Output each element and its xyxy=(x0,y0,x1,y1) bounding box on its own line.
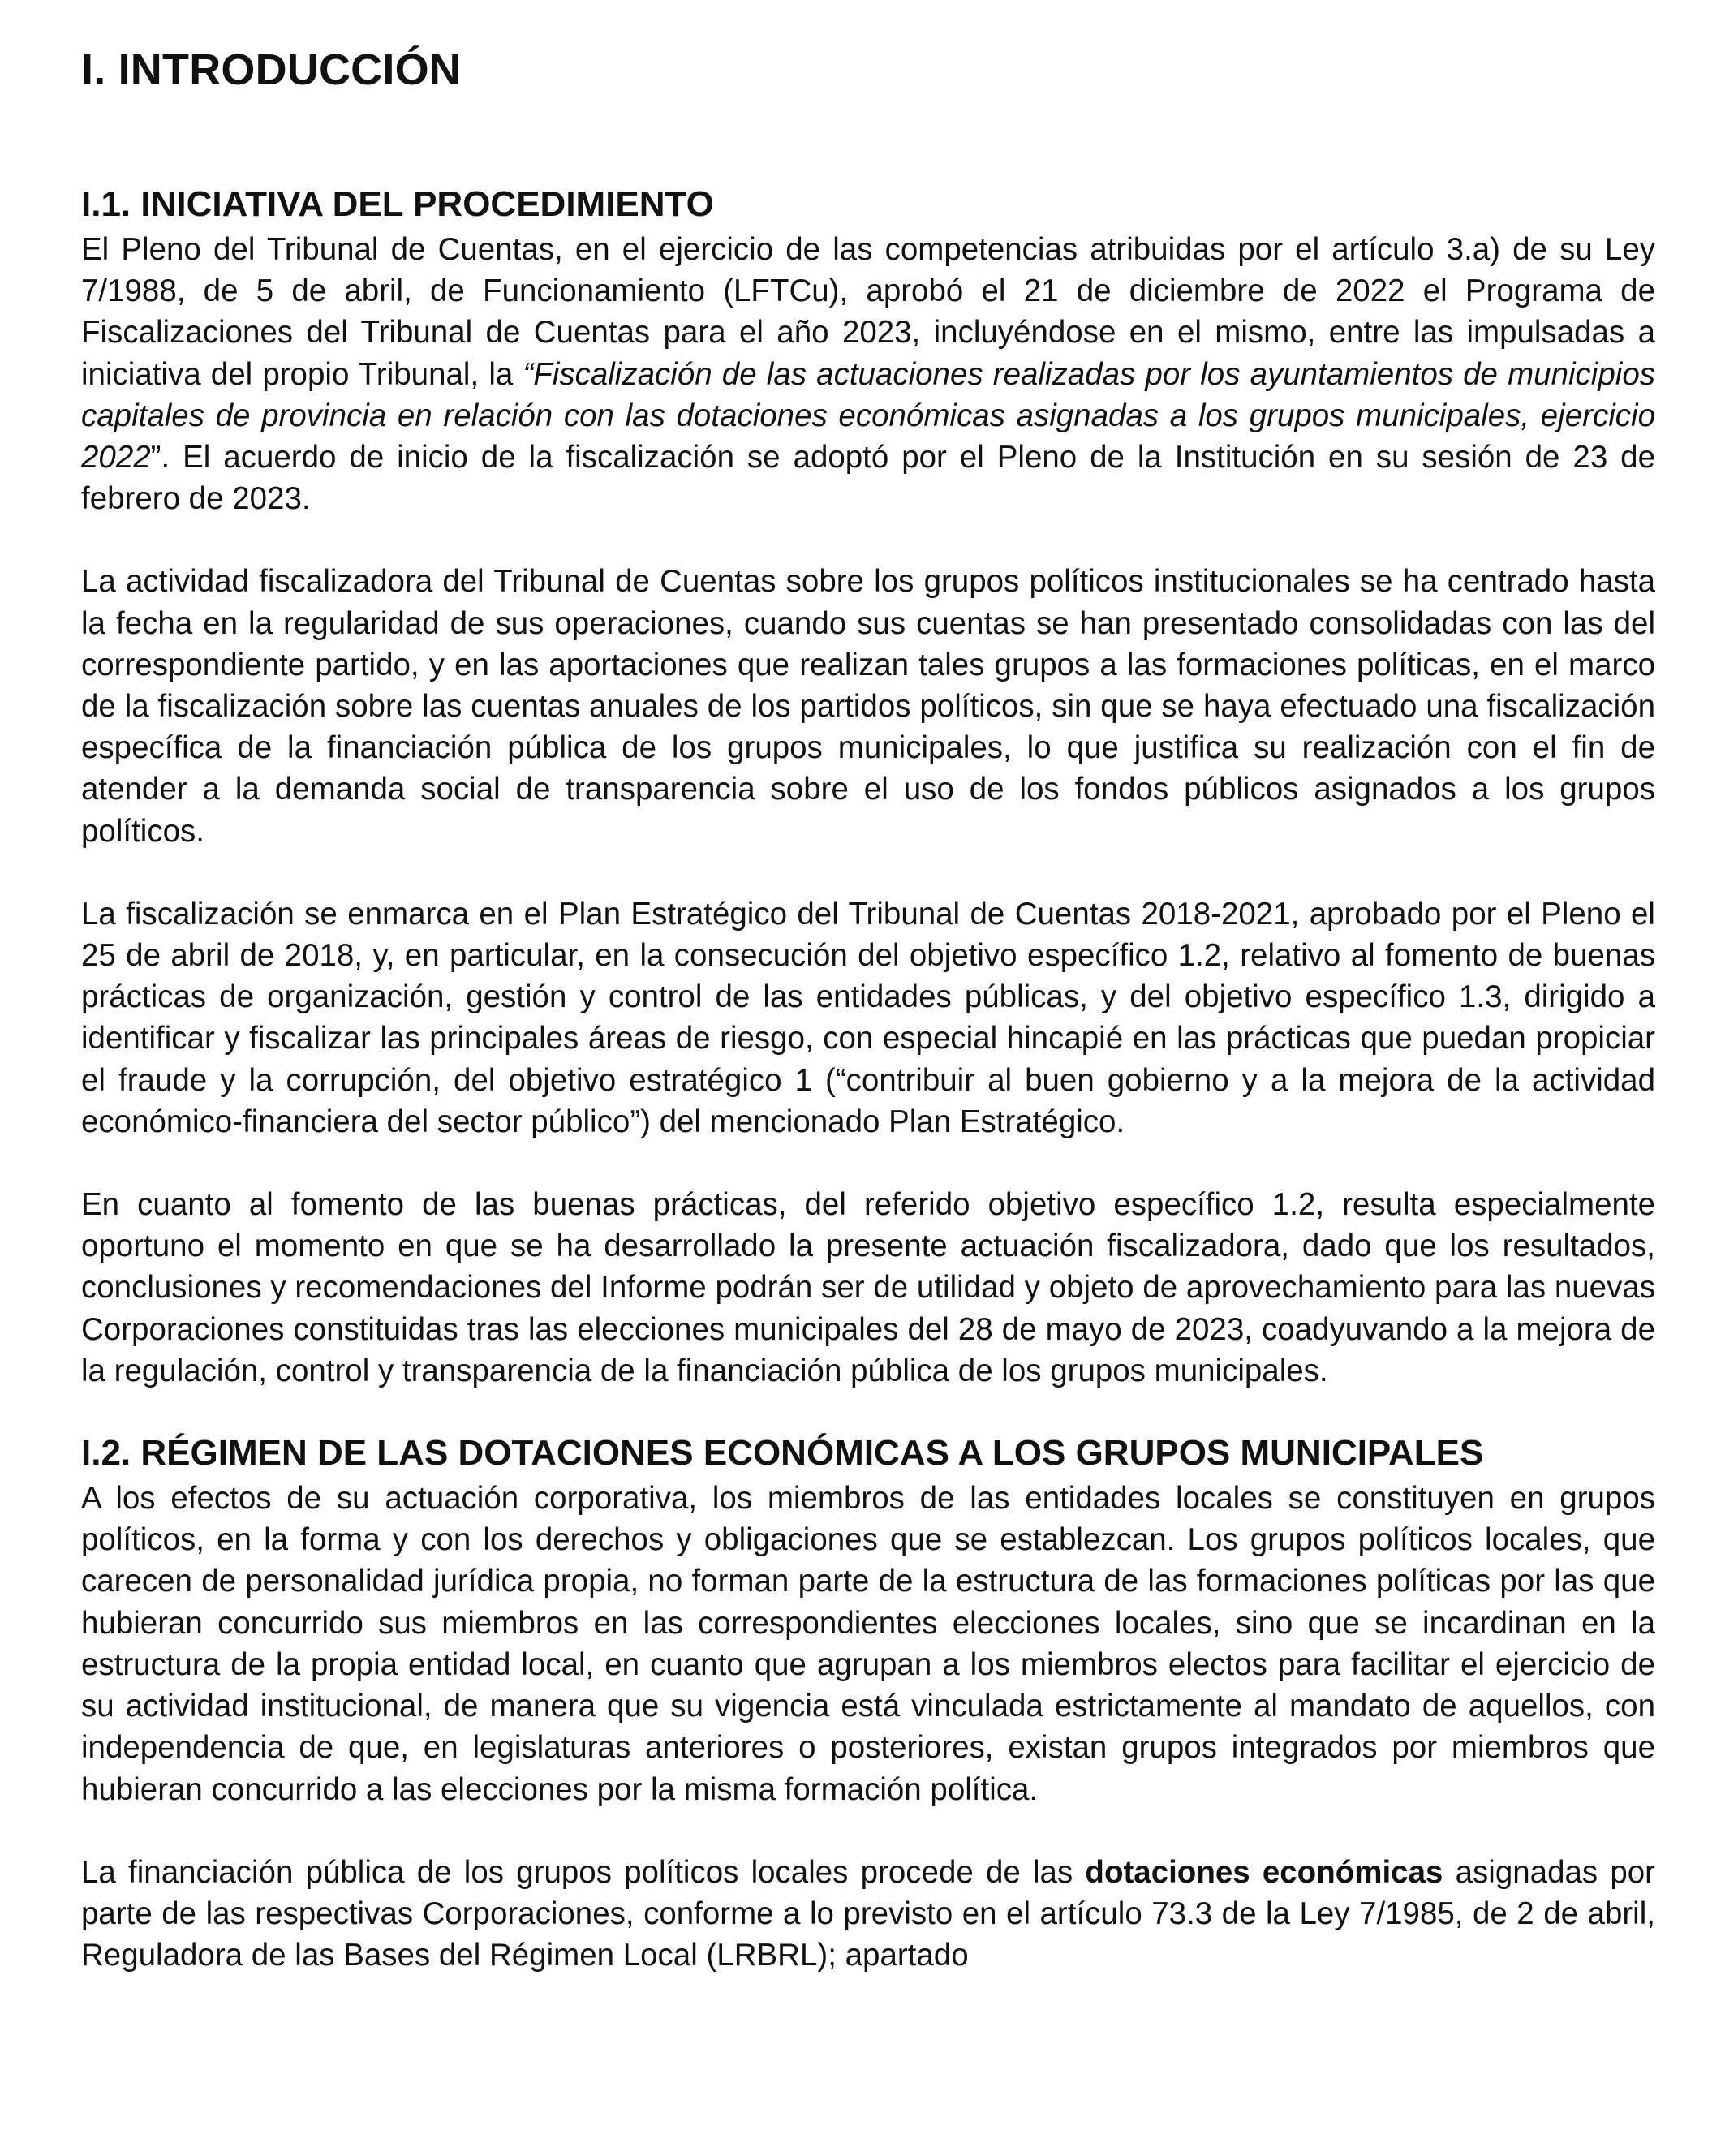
bold-term: dotaciones económicas xyxy=(1085,1854,1443,1890)
paragraph-text: asignadas por parte de las respectivas Corporaciones, conforme a lo previsto en el artículo 73.3 de la Ley 7/1985, de 2 de abril, Reguladora de las Bases del Régimen Local (LRBRL); apartado xyxy=(81,1854,1655,1973)
paragraph-iniciativa-1 xyxy=(81,229,1655,519)
paragraph-iniciativa-4: En cuanto al fomento de las buenas prácticas, del referido objetivo específico 1.2, resulta especialmente oportuno el momento en que se ha desarrollado la presente actuación fiscalizadora, dado que los resultados, conclusiones y recomendaciones del Informe podrán ser de utilidad y objeto de aprovechamiento para las nuevas Corporaciones constituidas tras las elecciones municipales del 28 de mayo de 2023, coadyuvando a la mejora de la regulación, control y transparencia de la financiación pública de los grupos municipales. xyxy=(81,1187,1655,1388)
subsection-title-regimen: I.2. RÉGIMEN DE LAS DOTACIONES ECONÓMICAS A LOS GRUPOS MUNICIPALES xyxy=(81,1433,1484,1474)
paragraph-regimen-1: A los efectos de su actuación corporativa, los miembros de las entidades locales se constituyen en grupos políticos, en la forma y con los derechos y obligaciones que se establezcan. Los grupos políticos locales, que carecen de personalidad jurídica propia, no forman parte de la estructura de las formaciones políticas por las que hubieran concurrido sus miembros en las correspondientes elecciones locales, sino que se incardinan en la estructura de la propia entidad local, en cuanto que agrupan a los miembros electos para facilitar el ejercicio de su actividad institucional, de manera que su vigencia está vinculada estrictamente al mandato de aquellos, con independencia de que, en legislaturas anteriores o posteriores, existan grupos integrados por miembros que hubieran concurrido a las elecciones por la misma formación política. xyxy=(81,1481,1655,1807)
document-page xyxy=(81,42,1655,1976)
section-title: I. INTRODUCCIÓN xyxy=(81,45,461,94)
paragraph-text: La financiación pública de los grupos políticos locales procede de las xyxy=(81,1854,1086,1890)
paragraph-iniciativa-2: La actividad fiscalizadora del Tribunal de Cuentas sobre los grupos políticos institucionales se ha centrado hasta la fecha en la regularidad de sus operaciones, cuando sus cuentas se han presentado consolidadas con las del correspondiente partido, y en las aportaciones que realizan tales grupos a las formaciones políticas, en el marco de la fiscalización sobre las cuentas anuales de los partidos políticos, sin que se haya efectuado una fiscalización específica de la financiación pública de los grupos municipales, lo que justifica su realización con el fin de atender a la demanda social de transparencia sobre el uso de los fondos públicos asignados a los grupos políticos. xyxy=(81,564,1655,849)
subsection-title-iniciativa: I.1. INICIATIVA DEL PROCEDIMIENTO xyxy=(81,184,714,224)
paragraph-regimen-2 xyxy=(81,1852,1655,1977)
paragraph-text: ”. El acuerdo de inicio de la fiscalización se adoptó por el Pleno de la Institución en su sesión de 23 de febrero de 2023. xyxy=(81,440,1655,517)
italic-program-title: “Fiscalización de las actuaciones realizadas por los ayuntamientos de municipios capitales de provincia en relación con las dotaciones económicas asignadas a los grupos municipales, ejercicio 2022 xyxy=(81,356,1655,476)
paragraph-text: El Pleno del Tribunal de Cuentas, en el ejercicio de las competencias atribuidas por el artículo 3.a) de su Ley 7/1988, de 5 de abril, de Funcionamiento (LFTCu), aprobó el 21 de diciembre de 2022 el Programa de Fiscalizaciones del Tribunal de Cuentas para el año 2023, incluyéndose en el mismo, entre las impulsadas a iniciativa del propio Tribunal, la xyxy=(81,232,1655,392)
paragraph-iniciativa-3: La fiscalización se enmarca en el Plan Estratégico del Tribunal de Cuentas 2018-2021, aprobado por el Pleno el 25 de abril de 2018, y, en particular, en la consecución del objetivo específico 1.2, relativo al fomento de buenas prácticas de organización, gestión y control de las entidades públicas, y del objetivo específico 1.3, dirigido a identificar y fiscalizar las principales áreas de riesgo, con especial hincapié en las prácticas que puedan propiciar el fraude y la corrupción, del objetivo estratégico 1 (“contribuir al buen gobierno y a la mejora de la actividad económico-financiera del sector público”) del mencionado Plan Estratégico. xyxy=(81,896,1655,1139)
